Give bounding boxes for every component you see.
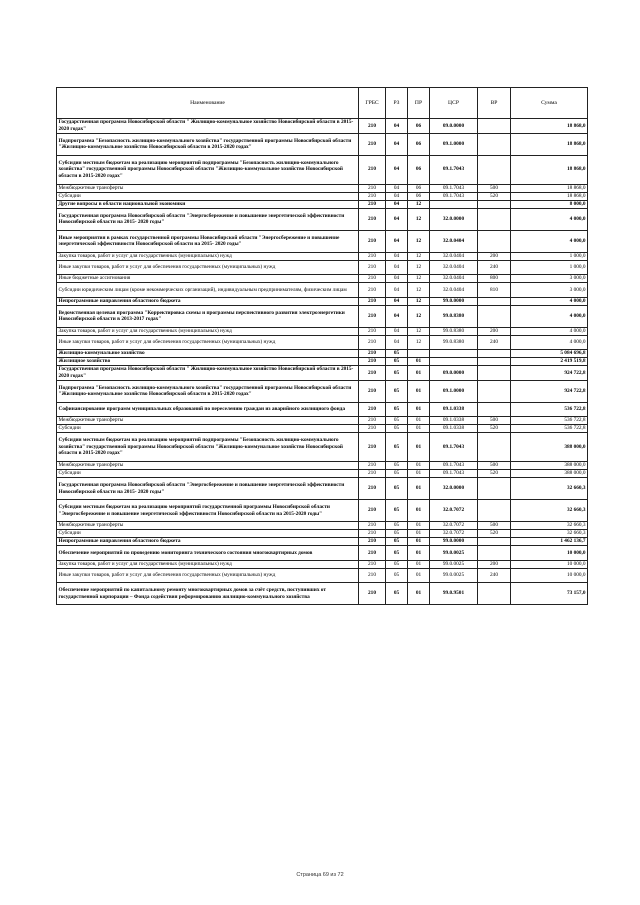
table-row <box>57 470 588 478</box>
cell-sum: 32 660,3 <box>511 500 588 522</box>
cell-rz: 04 <box>386 335 408 350</box>
table-header-row <box>57 88 588 119</box>
cell-pr: 12 <box>408 327 430 335</box>
cell-rz: 04 <box>386 305 408 327</box>
cell-sum: 32 660,3 <box>511 530 588 538</box>
cell-rz: 05 <box>386 417 408 425</box>
cell-name: Софинансирование программ муниципальных образований по переселению граждан из аварийного жилищного фонда <box>57 402 359 417</box>
cell-sum: 8 000,0 <box>511 200 588 208</box>
cell-grbs: 210 <box>359 297 386 305</box>
cell-rz: 05 <box>386 522 408 530</box>
cell-grbs: 210 <box>359 470 386 478</box>
cell-vr <box>478 583 511 605</box>
cell-grbs: 210 <box>359 462 386 470</box>
cell-csr: 09.1.7043 <box>430 470 478 478</box>
cell-pr: 01 <box>408 462 430 470</box>
cell-vr: 520 <box>478 425 511 433</box>
cell-pr: 01 <box>408 478 430 500</box>
cell-rz: 05 <box>386 583 408 605</box>
cell-vr: 520 <box>478 470 511 478</box>
cell-pr: 01 <box>408 366 430 381</box>
cell-sum: 4 000,0 <box>511 297 588 305</box>
cell-rz: 04 <box>386 230 408 252</box>
cell-rz: 05 <box>386 478 408 500</box>
cell-name: Государственная программа Новосибирской области "Энергосбережение и повышение энергетической эффективности Новосибирской области на 2015- 2020 годы" <box>57 208 359 230</box>
cell-sum: 4 000,0 <box>511 230 588 252</box>
header-vr: ВР <box>478 88 511 119</box>
cell-vr: 240 <box>478 260 511 275</box>
cell-name: Закупка товаров, работ и услуг для государственных (муниципальных) нужд <box>57 560 359 568</box>
cell-sum: 536 722,8 <box>511 425 588 433</box>
cell-rz: 04 <box>386 283 408 298</box>
cell-sum: 536 722,8 <box>511 402 588 417</box>
cell-sum: 10 000,0 <box>511 560 588 568</box>
cell-name: Жилищно-коммунальное хозяйство <box>57 350 359 358</box>
cell-pr: 01 <box>408 568 430 583</box>
cell-rz: 04 <box>386 192 408 200</box>
cell-vr: 240 <box>478 568 511 583</box>
cell-grbs: 210 <box>359 560 386 568</box>
cell-csr: 09.0.0000 <box>430 366 478 381</box>
cell-name: Иные мероприятия в рамках государственной программы Новосибирской области "Энергосбережение и повышение энергетической эффективности Новосибирской области на 2015- 2020 годы" <box>57 230 359 252</box>
cell-vr: 800 <box>478 275 511 283</box>
cell-name: Жилищное хозяйство <box>57 358 359 366</box>
cell-rz: 05 <box>386 358 408 366</box>
cell-name: Субсидии <box>57 192 359 200</box>
table-row <box>57 546 588 561</box>
cell-csr: 09.1.7043 <box>430 433 478 462</box>
cell-sum: 18 868,0 <box>511 155 588 184</box>
cell-name: Другие вопросы в области национальной экономики <box>57 200 359 208</box>
cell-grbs: 210 <box>359 358 386 366</box>
cell-sum: 4 000,0 <box>511 208 588 230</box>
cell-csr: 09.1.7043 <box>430 462 478 470</box>
cell-sum: 18 868,0 <box>511 192 588 200</box>
cell-pr: 01 <box>408 546 430 561</box>
table-row <box>57 500 588 522</box>
cell-name: Межбюджетные трансферты <box>57 417 359 425</box>
cell-vr: 200 <box>478 560 511 568</box>
table-row <box>57 230 588 252</box>
cell-pr: 12 <box>408 297 430 305</box>
cell-grbs: 210 <box>359 327 386 335</box>
cell-pr: 01 <box>408 538 430 546</box>
cell-sum: 3 000,0 <box>511 275 588 283</box>
cell-csr: 99.0.0025 <box>430 560 478 568</box>
cell-vr: 520 <box>478 530 511 538</box>
cell-sum: 10 000,0 <box>511 546 588 561</box>
cell-grbs: 210 <box>359 133 386 155</box>
cell-grbs: 210 <box>359 208 386 230</box>
cell-rz: 04 <box>386 184 408 192</box>
cell-pr: 06 <box>408 184 430 192</box>
table-row <box>57 208 588 230</box>
cell-name: Обеспечение мероприятий по проведению мониторинга технического состояния многоквартирных домов <box>57 546 359 561</box>
cell-pr: 01 <box>408 433 430 462</box>
cell-vr: 240 <box>478 335 511 350</box>
cell-pr: 01 <box>408 402 430 417</box>
cell-vr: 500 <box>478 522 511 530</box>
cell-vr <box>478 297 511 305</box>
cell-grbs: 210 <box>359 425 386 433</box>
cell-rz: 05 <box>386 402 408 417</box>
cell-grbs: 210 <box>359 530 386 538</box>
cell-grbs: 210 <box>359 417 386 425</box>
cell-sum: 5 084 696,8 <box>511 350 588 358</box>
cell-name: Субсидии <box>57 530 359 538</box>
cell-vr <box>478 230 511 252</box>
cell-csr <box>430 358 478 366</box>
cell-grbs: 210 <box>359 119 386 134</box>
cell-name: Обеспечение мероприятий по капитальному ремонту многоквартирных домов за счёт средств, поступивших от государственной корпорации – Фонда содействия реформированию жилищно-коммунального хозяйства <box>57 583 359 605</box>
cell-grbs: 210 <box>359 305 386 327</box>
header-sum: Сумма <box>511 88 588 119</box>
table-row <box>57 433 588 462</box>
table-row <box>57 260 588 275</box>
cell-rz: 05 <box>386 433 408 462</box>
cell-sum: 32 660,3 <box>511 478 588 500</box>
cell-sum: 2 419 519,8 <box>511 358 588 366</box>
cell-csr: 32.0.0404 <box>430 275 478 283</box>
cell-grbs: 210 <box>359 155 386 184</box>
cell-sum: 388 000,0 <box>511 433 588 462</box>
cell-sum: 1 000,0 <box>511 252 588 260</box>
cell-name: Субсидии местным бюджетам на реализацию мероприятий подпрограммы "Безопасность жилищно-коммунального хозяйства" государственной программы Новосибирской области "Жилищно-коммунальное хозяйство Новосибирской области в 2015-2020 годах" <box>57 433 359 462</box>
cell-grbs: 210 <box>359 252 386 260</box>
cell-grbs: 210 <box>359 433 386 462</box>
cell-rz: 04 <box>386 297 408 305</box>
cell-name: Межбюджетные трансферты <box>57 184 359 192</box>
cell-vr <box>478 546 511 561</box>
cell-pr: 12 <box>408 275 430 283</box>
cell-grbs: 210 <box>359 546 386 561</box>
table-row <box>57 538 588 546</box>
cell-rz: 05 <box>386 546 408 561</box>
cell-grbs: 210 <box>359 568 386 583</box>
cell-csr: 32.0.0404 <box>430 283 478 298</box>
cell-name: Субсидии местным бюджетам на реализацию мероприятий государственной программы Новосибирской области "Энергосбережение и повышение энергетической эффективности Новосибирской области на 2015-2020 годы" <box>57 500 359 522</box>
cell-pr: 12 <box>408 200 430 208</box>
cell-csr: 32.0.0404 <box>430 230 478 252</box>
cell-rz: 04 <box>386 275 408 283</box>
table-row <box>57 252 588 260</box>
cell-vr: 500 <box>478 417 511 425</box>
cell-grbs: 210 <box>359 275 386 283</box>
cell-name: Межбюджетные трансферты <box>57 462 359 470</box>
cell-name: Иные бюджетные ассигнования <box>57 275 359 283</box>
cell-csr: 32.0.7072 <box>430 530 478 538</box>
cell-sum: 388 000,0 <box>511 462 588 470</box>
table-row <box>57 425 588 433</box>
cell-grbs: 210 <box>359 538 386 546</box>
table-row <box>57 350 588 358</box>
cell-grbs: 210 <box>359 583 386 605</box>
table-row <box>57 568 588 583</box>
cell-rz: 05 <box>386 500 408 522</box>
table-row <box>57 380 588 402</box>
cell-vr <box>478 200 511 208</box>
header-grbs: ГРБС <box>359 88 386 119</box>
cell-name: Подпрограмма "Безопасность жилищно-коммунального хозяйства" государственной программы Новосибирской области "Жилищно-коммунальное хозяйство Новосибирской области в 2015-2020 годах" <box>57 380 359 402</box>
table-row <box>57 366 588 381</box>
cell-grbs: 210 <box>359 283 386 298</box>
cell-grbs: 210 <box>359 478 386 500</box>
cell-pr: 12 <box>408 208 430 230</box>
table-row <box>57 155 588 184</box>
cell-grbs: 210 <box>359 335 386 350</box>
cell-rz: 04 <box>386 327 408 335</box>
cell-rz: 05 <box>386 350 408 358</box>
cell-csr <box>430 350 478 358</box>
cell-name: Подпрограмма "Безопасность жилищно-коммунального хозяйства" государственной программы Новосибирской области "Жилищно-коммунальное хозяйство Новосибирской области в 2015-2020 годах" <box>57 133 359 155</box>
table-row <box>57 275 588 283</box>
cell-vr <box>478 538 511 546</box>
cell-name: Непрограммные направления областного бюджета <box>57 297 359 305</box>
cell-vr: 520 <box>478 192 511 200</box>
cell-vr: 200 <box>478 252 511 260</box>
cell-name: Межбюджетные трансферты <box>57 522 359 530</box>
cell-sum: 536 722,8 <box>511 417 588 425</box>
cell-sum: 4 000,0 <box>511 327 588 335</box>
cell-vr <box>478 350 511 358</box>
cell-grbs: 210 <box>359 184 386 192</box>
cell-rz: 05 <box>386 530 408 538</box>
page-number: Страница 69 из 72 <box>296 872 344 878</box>
cell-pr: 01 <box>408 500 430 522</box>
cell-pr: 01 <box>408 560 430 568</box>
cell-pr: 06 <box>408 119 430 134</box>
cell-grbs: 210 <box>359 192 386 200</box>
cell-pr: 06 <box>408 155 430 184</box>
cell-csr: 32.0.7072 <box>430 522 478 530</box>
cell-name: Иные закупки товаров, работ и услуг для обеспечения государственных (муниципальных) нужд <box>57 260 359 275</box>
cell-grbs: 210 <box>359 366 386 381</box>
cell-rz: 05 <box>386 462 408 470</box>
cell-rz: 05 <box>386 425 408 433</box>
cell-csr: 09.1.0000 <box>430 133 478 155</box>
cell-grbs: 210 <box>359 350 386 358</box>
cell-pr: 12 <box>408 283 430 298</box>
cell-pr: 01 <box>408 470 430 478</box>
cell-pr: 12 <box>408 335 430 350</box>
cell-sum: 388 000,0 <box>511 470 588 478</box>
cell-pr: 01 <box>408 425 430 433</box>
cell-rz: 04 <box>386 260 408 275</box>
table-row <box>57 560 588 568</box>
header-csr: ЦСР <box>430 88 478 119</box>
cell-csr: 09.1.7043 <box>430 184 478 192</box>
header-rz: РЗ <box>386 88 408 119</box>
cell-sum: 18 868,0 <box>511 133 588 155</box>
cell-sum: 1 000,0 <box>511 260 588 275</box>
cell-sum: 4 000,0 <box>511 335 588 350</box>
cell-csr: 09.1.0000 <box>430 380 478 402</box>
cell-rz: 04 <box>386 208 408 230</box>
cell-pr: 06 <box>408 133 430 155</box>
cell-csr: 32.0.7072 <box>430 500 478 522</box>
cell-sum: 3 000,0 <box>511 283 588 298</box>
cell-sum: 18 868,0 <box>511 184 588 192</box>
cell-csr: 99.0.0000 <box>430 538 478 546</box>
cell-csr: 09.1.0338 <box>430 402 478 417</box>
cell-csr: 32.0.0404 <box>430 252 478 260</box>
cell-vr <box>478 133 511 155</box>
table-row <box>57 402 588 417</box>
cell-csr: 99.0.0025 <box>430 546 478 561</box>
cell-name: Субсидии <box>57 425 359 433</box>
cell-name: Ведомственная целевая программа "Корректировка схемы и программы перспективного развития электроэнергетики Новосибирской области в 2013-2017 годах" <box>57 305 359 327</box>
cell-pr: 01 <box>408 530 430 538</box>
cell-csr: 32.0.0000 <box>430 208 478 230</box>
cell-sum: 10 000,0 <box>511 568 588 583</box>
cell-rz: 04 <box>386 252 408 260</box>
cell-name: Государственная программа Новосибирской области " Жилищно-коммунальное хозяйство Новосибирской области в 2015-2020 годах" <box>57 119 359 134</box>
cell-rz: 04 <box>386 200 408 208</box>
cell-vr <box>478 208 511 230</box>
cell-vr <box>478 478 511 500</box>
cell-rz: 04 <box>386 155 408 184</box>
cell-name: Иные закупки товаров, работ и услуг для обеспечения государственных (муниципальных) нужд <box>57 568 359 583</box>
cell-csr: 99.0.0025 <box>430 568 478 583</box>
cell-sum: 924 722,8 <box>511 380 588 402</box>
cell-vr: 200 <box>478 327 511 335</box>
cell-name: Государственная программа Новосибирской области " Жилищно-коммунальное хозяйство Новосибирской области в 2015-2020 годах" <box>57 366 359 381</box>
cell-name: Субсидии юридическим лицам (кроме некоммерческих организаций), индивидуальным предпринимателям, физическим лицам <box>57 283 359 298</box>
cell-vr: 500 <box>478 184 511 192</box>
cell-sum: 1 462 136,7 <box>511 538 588 546</box>
cell-sum: 18 868,0 <box>511 119 588 134</box>
table-row <box>57 335 588 350</box>
cell-name: Закупка товаров, работ и услуг для государственных (муниципальных) нужд <box>57 327 359 335</box>
table-row <box>57 297 588 305</box>
cell-grbs: 210 <box>359 260 386 275</box>
cell-pr: 06 <box>408 192 430 200</box>
cell-csr: 09.0.0000 <box>430 119 478 134</box>
cell-name: Закупка товаров, работ и услуг для государственных (муниципальных) нужд <box>57 252 359 260</box>
table-row <box>57 192 588 200</box>
cell-csr: 99.0.8380 <box>430 327 478 335</box>
cell-csr: 99.0.0000 <box>430 297 478 305</box>
cell-sum: 4 000,0 <box>511 305 588 327</box>
table-row <box>57 417 588 425</box>
table-body <box>57 119 588 605</box>
cell-vr <box>478 380 511 402</box>
table-row <box>57 583 588 605</box>
cell-pr <box>408 350 430 358</box>
cell-grbs: 210 <box>359 380 386 402</box>
cell-pr: 01 <box>408 583 430 605</box>
cell-pr: 01 <box>408 358 430 366</box>
table-row <box>57 522 588 530</box>
cell-pr: 01 <box>408 417 430 425</box>
cell-grbs: 210 <box>359 200 386 208</box>
cell-csr: 09.1.7043 <box>430 192 478 200</box>
cell-name: Непрограммные направления областного бюджета <box>57 538 359 546</box>
cell-name: Иные закупки товаров, работ и услуг для обеспечения государственных (муниципальных) нужд <box>57 335 359 350</box>
cell-vr <box>478 358 511 366</box>
cell-rz: 04 <box>386 133 408 155</box>
cell-grbs: 210 <box>359 402 386 417</box>
cell-pr: 12 <box>408 305 430 327</box>
header-name: Наименование <box>57 88 359 119</box>
cell-pr: 01 <box>408 522 430 530</box>
cell-vr <box>478 366 511 381</box>
cell-vr <box>478 155 511 184</box>
cell-pr: 12 <box>408 260 430 275</box>
cell-vr <box>478 305 511 327</box>
table-row <box>57 133 588 155</box>
header-pr: ПР <box>408 88 430 119</box>
cell-vr: 810 <box>478 283 511 298</box>
table-row <box>57 305 588 327</box>
cell-rz: 05 <box>386 470 408 478</box>
cell-csr: 99.0.8380 <box>430 305 478 327</box>
cell-rz: 05 <box>386 380 408 402</box>
cell-csr: 32.0.0000 <box>430 478 478 500</box>
cell-csr: 09.1.0338 <box>430 417 478 425</box>
cell-vr: 500 <box>478 462 511 470</box>
cell-rz: 05 <box>386 538 408 546</box>
cell-rz: 05 <box>386 560 408 568</box>
cell-csr <box>430 200 478 208</box>
table-row <box>57 530 588 538</box>
table-row <box>57 283 588 298</box>
table-row <box>57 462 588 470</box>
cell-sum: 32 660,3 <box>511 522 588 530</box>
cell-name: Государственная программа Новосибирской области "Энергосбережение и повышение энергетической эффективности Новосибирской области на 2015- 2020 годы" <box>57 478 359 500</box>
table-row <box>57 327 588 335</box>
cell-grbs: 210 <box>359 522 386 530</box>
cell-vr <box>478 119 511 134</box>
cell-vr <box>478 433 511 462</box>
cell-pr: 12 <box>408 230 430 252</box>
cell-sum: 73 157,0 <box>511 583 588 605</box>
table-row <box>57 200 588 208</box>
cell-grbs: 210 <box>359 230 386 252</box>
cell-csr: 09.1.7043 <box>430 155 478 184</box>
cell-rz: 05 <box>386 568 408 583</box>
cell-csr: 32.0.0404 <box>430 260 478 275</box>
table-row <box>57 184 588 192</box>
cell-csr: 99.0.8380 <box>430 335 478 350</box>
table-row <box>57 478 588 500</box>
cell-name: Субсидии местным бюджетам на реализацию мероприятий подпрограммы "Безопасность жилищно-коммунального хозяйства" государственной программы Новосибирской области "Жилищно-коммунальное хозяйство Новосибирской области в 2015-2020 годах" <box>57 155 359 184</box>
cell-vr <box>478 402 511 417</box>
table-row <box>57 358 588 366</box>
cell-csr: 09.1.0338 <box>430 425 478 433</box>
cell-grbs: 210 <box>359 500 386 522</box>
cell-pr: 01 <box>408 380 430 402</box>
cell-rz: 04 <box>386 119 408 134</box>
cell-rz: 05 <box>386 366 408 381</box>
cell-pr: 12 <box>408 252 430 260</box>
budget-table <box>56 87 588 605</box>
cell-csr: 99.0.9501 <box>430 583 478 605</box>
cell-sum: 924 722,8 <box>511 366 588 381</box>
cell-name: Субсидии <box>57 470 359 478</box>
cell-vr <box>478 500 511 522</box>
table-row <box>57 119 588 134</box>
